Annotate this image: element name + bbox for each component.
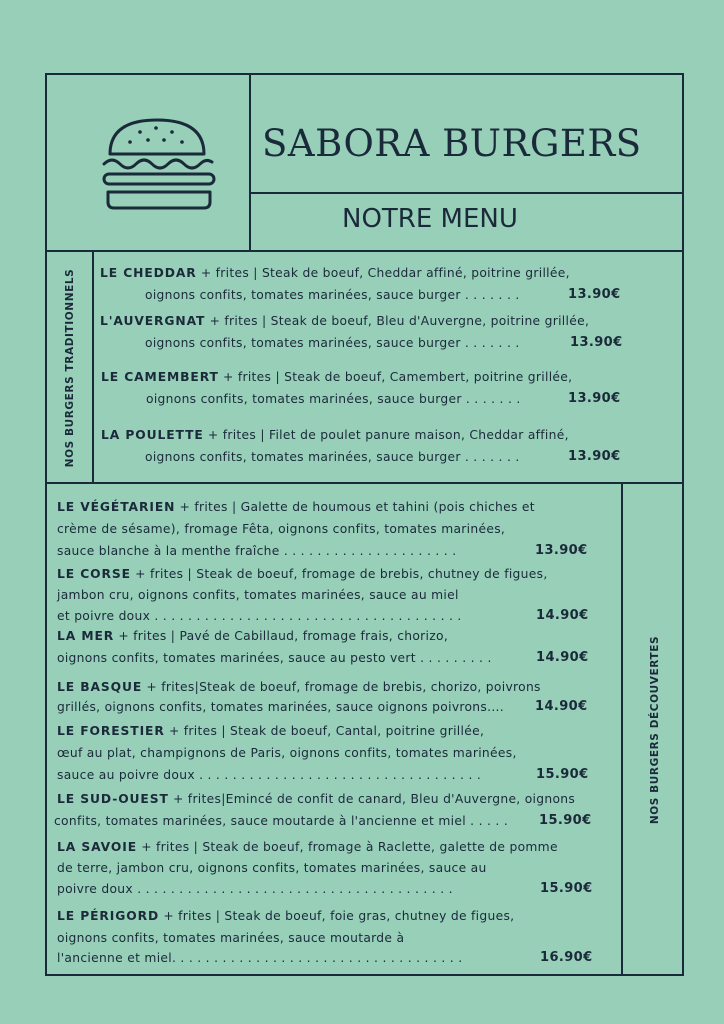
item-extra: + frites | [179,500,237,514]
brand-title: SABORA BURGERS [262,122,642,165]
item-price: 14.90€ [536,608,589,623]
menu-item [57,563,589,627]
item-extra: + frites | [163,909,221,923]
section-label-traditionnels: NOS BURGERS TRADITIONNELS [64,268,76,468]
label-divider-bottom [621,482,623,976]
item-description: de terre, jambon cru, oignons confits, tomates marinées, sauce au [57,861,487,875]
menu-item [57,905,593,967]
item-description: l'ancienne et miel. . . . . . . . . . . . . . . . . . . . . . . . . . . . . . . . . . . [57,951,463,965]
menu-item [100,310,623,354]
item-description: jambon cru, oignons confits, tomates marinées, sauce au miel [57,588,459,602]
item-description: oignons confits, tomates marinées, sauce burger . . . . . . . [146,392,521,406]
item-price: 15.90€ [540,881,593,896]
item-extra: + frites | [135,567,192,581]
item-description: Steak de boeuf, Cheddar affiné, poitrine grillée, [261,266,570,280]
item-extra: + frites | [223,370,280,384]
item-description: oignons confits, tomates marinées, sauce burger . . . . . . . [145,288,520,302]
item-extra: + frites | [168,724,226,738]
item-description: confits, tomates marinées, sauce moutarde à l'ancienne et miel . . . . . [54,814,509,828]
item-price: 13.90€ [568,449,621,464]
section-label-decouvertes: NOS BURGERS DÉCOUVERTES [649,635,661,825]
item-description: œuf au plat, champignons de Paris, oignons confits, tomates marinées, [57,746,517,760]
item-description: sauce blanche à la menthe fraîche . . . . . . . . . . . . . . . . . . . . . [57,544,457,558]
section-divider [45,482,684,484]
menu-item [57,625,589,669]
frame-right-bottom [682,482,684,976]
item-price: 15.90€ [539,813,592,828]
item-description: Emincé de confit de canard, Bleu d'Auvergne, oignons [225,792,576,806]
item-extra: + frites | [141,840,199,854]
item-price: 14.90€ [536,650,589,665]
item-name: LE PÉRIGORD [57,909,160,923]
label-divider-top [92,251,94,484]
burger-icon [100,112,220,212]
item-price: 14.90€ [535,699,588,714]
item-name: LA MER [57,629,115,643]
item-name: LE SUD-OUEST [57,792,169,806]
item-description: Steak de boeuf, fromage à Raclette, galette de pomme [202,840,558,854]
item-name: LE BASQUE [57,680,143,694]
menu-item [57,836,593,900]
frame-bottom [45,974,684,976]
menu-item [101,366,621,410]
item-description: sauce au poivre doux . . . . . . . . . . . . . . . . . . . . . . . . . . . . . . . . . . [57,768,482,782]
item-description: Pavé de Cabillaud, fromage frais, chorizo, [179,629,449,643]
item-extra: + frites| [146,680,200,694]
item-price: 15.90€ [536,767,589,782]
item-extra: + frites | [118,629,176,643]
menu-item [57,720,589,786]
menu-subtitle: NOTRE MENU [342,204,518,234]
item-description: Steak de boeuf, Bleu d'Auvergne, poitrine grillée, [270,314,590,328]
item-description: crème de sésame), fromage Fêta, oignons confits, tomates marinées, [57,522,506,536]
menu-item [54,788,592,832]
item-name: LE CORSE [57,567,131,581]
frame-top [45,73,683,75]
item-name: LA SAVOIE [57,840,138,854]
item-description: Steak de boeuf, foie gras, chutney de figues, [224,909,515,923]
item-price: 16.90€ [540,950,593,965]
item-extra: + frites | [200,266,258,280]
logo-divider [249,73,251,251]
item-name: LA POULETTE [101,428,204,442]
menu-item [57,676,588,716]
item-name: LE CAMEMBERT [101,370,219,384]
item-description: poivre doux . . . . . . . . . . . . . . . . . . . . . . . . . . . . . . . . . . . . . . [57,882,453,896]
item-name: LE CHEDDAR [100,266,197,280]
item-description: grillés, oignons confits, tomates marinées, sauce oignons poivrons.... [57,700,504,714]
item-name: L'AUVERGNAT [100,314,206,328]
item-extra: + frites | [209,314,267,328]
item-description: oignons confits, tomates marinées, sauce burger . . . . . . . [145,450,520,464]
frame-left-bottom [45,482,47,976]
item-extra: + frites | [207,428,265,442]
menu-item [100,262,621,306]
item-description: oignons confits, tomates marinées, sauce au pesto vert . . . . . . . . . [57,651,492,665]
item-description: Steak de boeuf, Camembert, poitrine grillée, [284,370,573,384]
item-description: oignons confits, tomates marinées, sauce burger . . . . . . . [145,336,520,350]
item-name: LE FORESTIER [57,724,165,738]
item-description: oignons confits, tomates marinées, sauce moutarde à [57,931,405,945]
item-description: Filet de poulet panure maison, Cheddar affiné, [268,428,569,442]
item-price: 13.90€ [570,335,623,350]
header-bottom [45,250,683,252]
frame-left-top [45,73,47,485]
item-price: 13.90€ [568,287,621,302]
item-description: et poivre doux . . . . . . . . . . . . . . . . . . . . . . . . . . . . . . . . . . . . . [57,609,462,623]
item-description: Steak de boeuf, fromage de brebis, chorizo, poivrons [199,680,541,694]
item-extra: + frites| [173,792,226,806]
item-description: Steak de boeuf, fromage de brebis, chutney de figues, [196,567,548,581]
item-description: Steak de boeuf, Cantal, poitrine grillée, [230,724,485,738]
frame-right-top [682,73,684,485]
menu-item [57,496,588,562]
item-name: LE VÉGÉTARIEN [57,500,176,514]
item-price: 13.90€ [568,391,621,406]
menu-item [101,424,621,468]
title-divider [250,192,683,194]
item-price: 13.90€ [535,543,588,558]
item-description: Galette de houmous et tahini (pois chiches et [240,500,535,514]
